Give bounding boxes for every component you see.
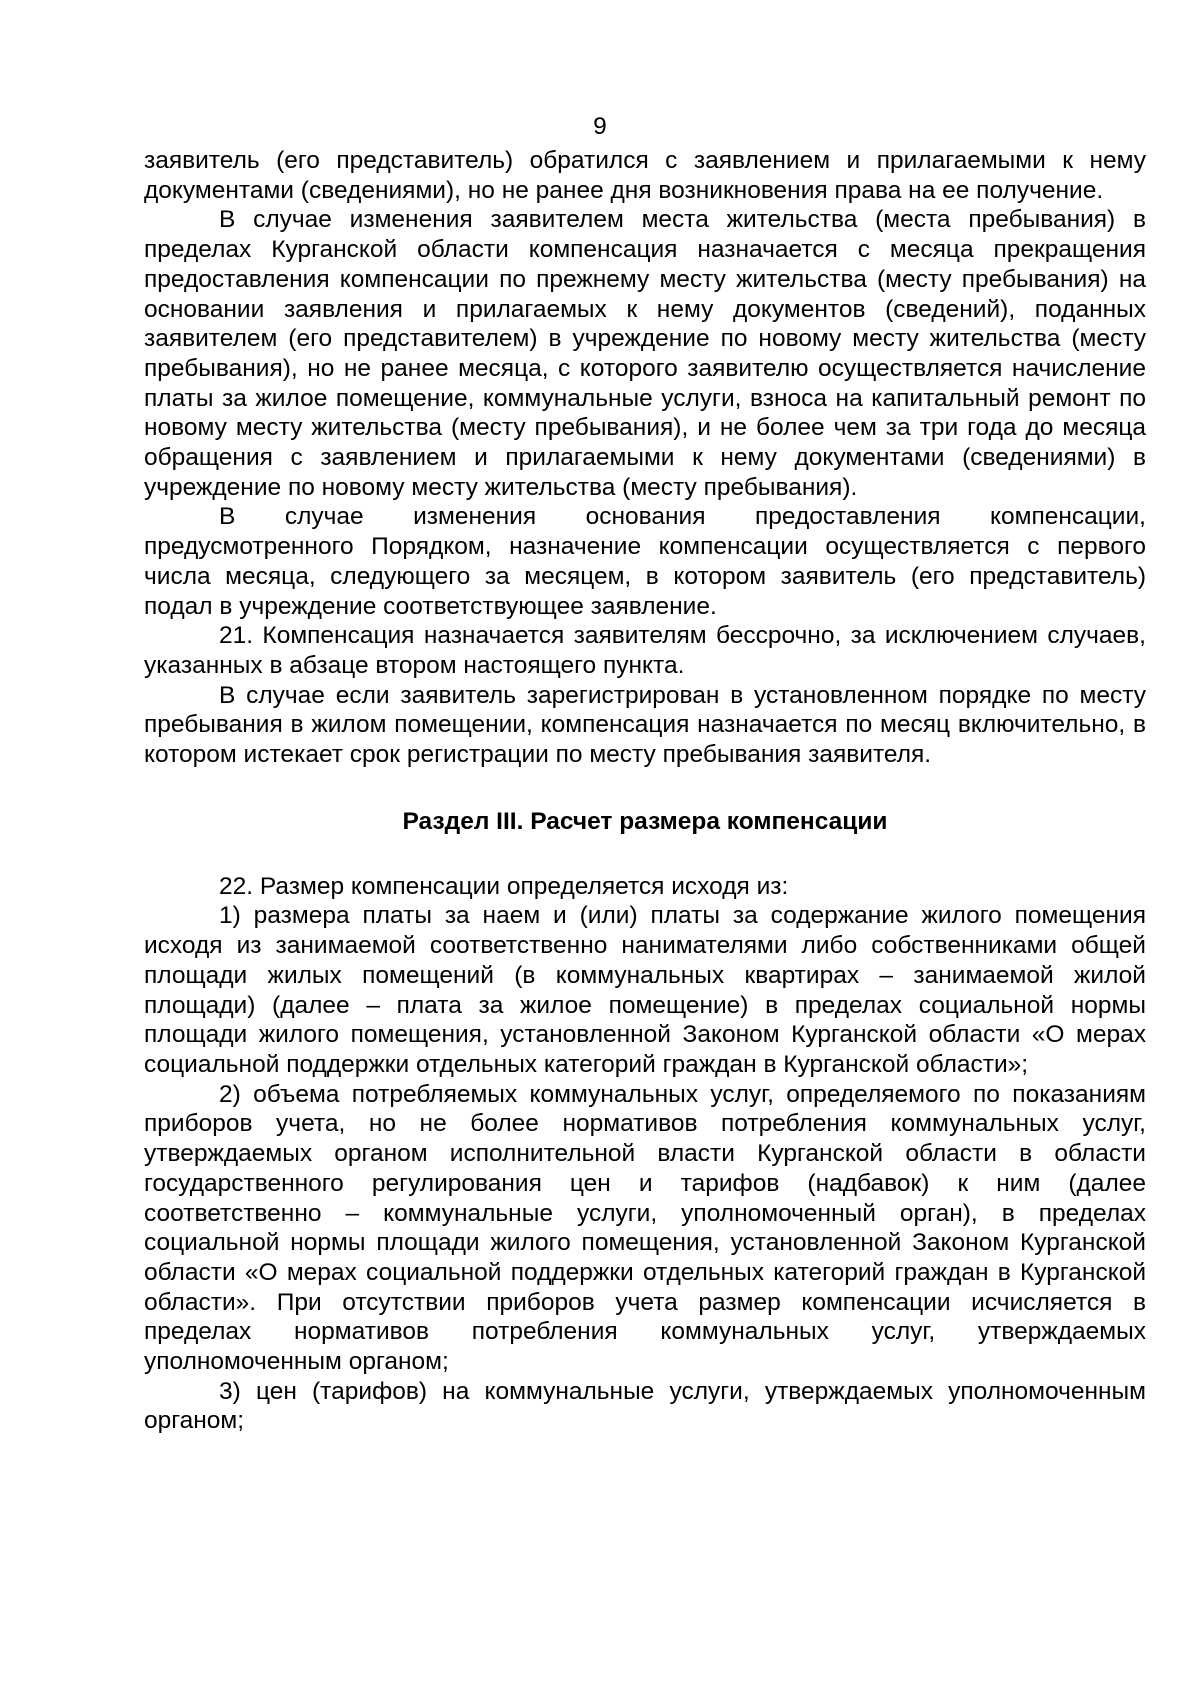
paragraph-subitem-3: 3) цен (тарифов) на коммунальные услуги, утверждаемых уполномоченным органом; [144,1377,1146,1435]
page-number: 9 [593,113,607,140]
paragraph-subitem-2: 2) объема потребляемых коммунальных услуг, определяемого по показаниям приборов учета, но не более нормативов потребления коммунальных услуг, утверждаемых органом исполнительной власти Курганской области в области государственного регулирования цен и тарифов (надбавок) к ним (далее соответственно – коммунальные услуги, уполномоченный орган), в пределах социальной нормы площади жилого помещения, установленной Законом Курганской области «О мерах социальной поддержки отдельных категорий граждан в Курганской области». При отсутствии приборов учета размер компенсации исчисляется в пределах нормативов потребления коммунальных услуг, утверждаемых уполномоченным органом; [144,1080,1146,1376]
paragraph-residence-change: В случае изменения заявителем места жительства (места пребывания) в пределах Курганской области компенсация назначается с месяца прекращения предоставления компенсации по прежнему месту жительства (месту пребывания) на основании заявления и прилагаемых к нему документов (сведений), поданных заявителем (его представителем) в учреждение по новому месту жительства (месту пребывания), но не ранее месяца, с которого заявителю осуществляется начисление платы за жилое помещение, коммунальные услуги, взноса на капитальный ремонт по новому месту жительства (месту пребывания), и не более чем за три года до месяца обращения с заявлением и прилагаемыми к нему документами (сведениями) в учреждение по новому месту жительства (месту пребывания). [144,206,1146,501]
paragraph-continuation: заявитель (его представитель) обратился с заявлением и прилагаемыми к нему документами (сведениями), но не ранее дня возникновения права на ее получение. [144,147,1146,204]
document-body [144,146,1146,1436]
paragraph-subitem-1: 1) размера платы за наем и (или) платы за содержание жилого помещения исходя из занимаемой соответственно нанимателями либо собственниками общей площади жилых помещений (в коммунальных квартирах – занимаемой жилой площади) (далее – плата за жилое помещение) в пределах социальной нормы площади жилого помещения, установленной Законом Курганской области «О мерах социальной поддержки отдельных категорий граждан в Курганской области»; [144,902,1146,1078]
paragraph-basis-change: В случае изменения основания предоставления компенсации, предусмотренного Порядком, назначение компенсации осуществляется с первого числа месяца, следующего за месяцем, в котором заявитель (его представитель) подал в учреждение соответствующее заявление. [144,503,1146,620]
paragraph-temporary-registration: В случае если заявитель зарегистрирован в установленном порядке по месту пребывания в жилом помещении, компенсация назначается по месяц включительно, в котором истекает срок регистрации по месту пребывания заявителя. [144,681,1146,769]
paragraph-item-21: 21. Компенсация назначается заявителям бессрочно, за исключением случаев, указанных в абзаце втором настоящего пункта. [144,622,1146,679]
section-heading: Раздел III. Расчет размера компенсации [402,807,888,835]
paragraph-item-22: 22. Размер компенсации определяется исходя из: [219,872,789,900]
